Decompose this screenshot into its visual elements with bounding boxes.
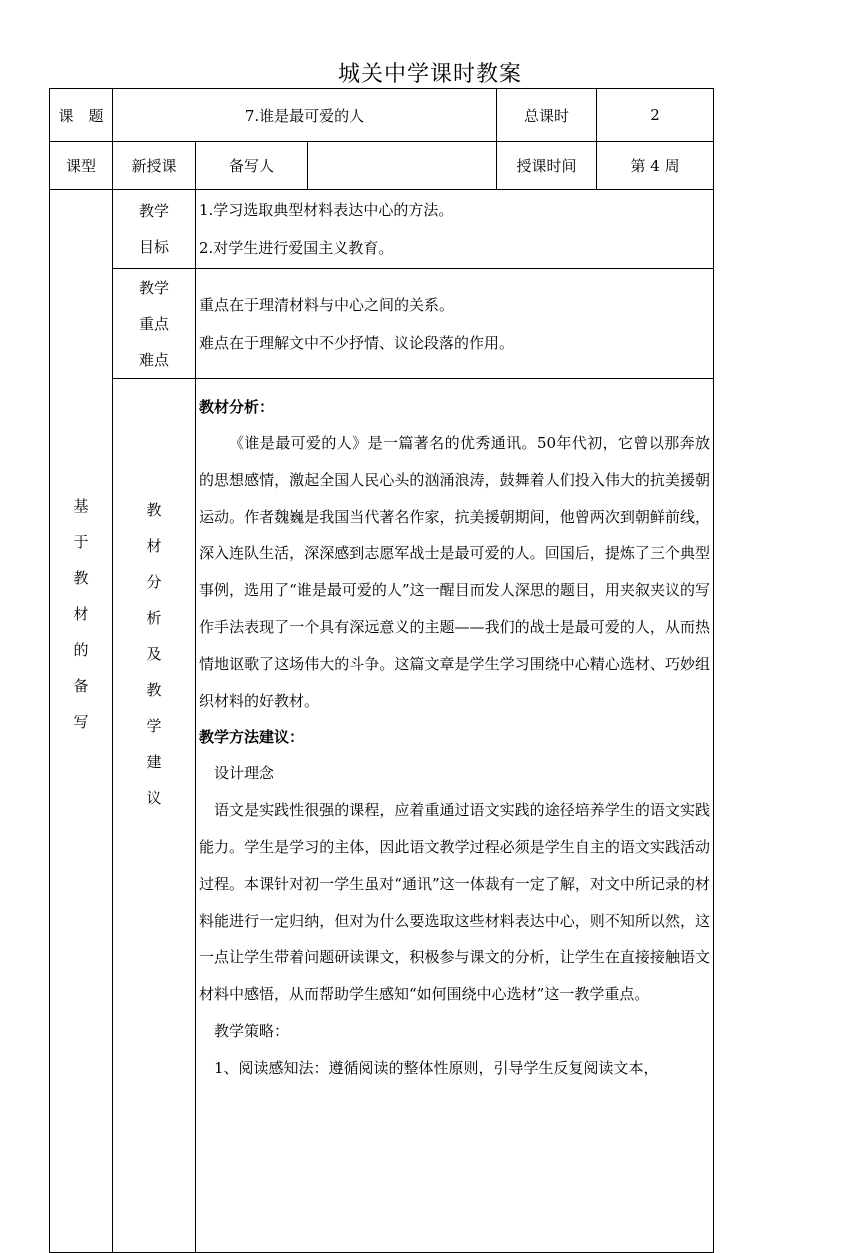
side-label <box>50 190 113 1253</box>
time-label: 授课时间 <box>497 142 597 190</box>
side-label-char: 于 <box>73 533 89 551</box>
lesson-plan-table <box>49 88 714 1253</box>
method-heading: 教学方法建议： <box>199 728 305 747</box>
goal-item: 1.学习选取典型材料表达中心的方法。 <box>199 201 454 219</box>
time-value: 第 4 周 <box>597 142 714 190</box>
key-points-label: 教学 重点 难点 <box>113 269 196 379</box>
topic-label: 课 题 <box>50 89 113 142</box>
type-value: 新授课 <box>113 142 196 190</box>
side-label-char: 的 <box>73 641 89 659</box>
total-hours-label: 总课时 <box>497 89 597 142</box>
design-text: 语文是实践性很强的课程，应着重通过语文实践的途径培养学生的语文实践能力。学生是学习的主体，因此语文教学过程必须是学生自主的语文实践活动过程。本课针对初一学生虽对“通讯”这一体裁有一定了解，对文中所记录的材料能进行一定归纳，但对为什么要选取这些材料表达中心，则不知所以然，这一点让学生带着问题研读课文，积极参与课文的分析，让学生在直接接触语文材料中感悟，从而帮助学生感知“如何围绕中心选材”这一教学重点。 <box>199 801 711 1004</box>
key-points-content <box>196 269 714 379</box>
goals-row <box>50 190 714 269</box>
goals-label: 教学 目标 <box>113 190 196 269</box>
goal-item: 2.对学生进行爱国主义教育。 <box>199 239 394 257</box>
key-points-row <box>50 269 714 379</box>
strategy-item: 1、阅读感知法：遵循阅读的整体性原则，引导学生反复阅读文本， <box>214 1058 659 1077</box>
author-label: 备写人 <box>196 142 308 190</box>
type-label: 课型 <box>50 142 113 190</box>
material-heading: 教材分析： <box>199 398 275 416</box>
design-heading: 设计理念 <box>214 764 275 783</box>
side-label-char: 写 <box>73 713 89 731</box>
analysis-content <box>196 379 714 1253</box>
goals-content <box>196 190 714 269</box>
key-point-item: 难点在于理解文中不少抒情、议论段落的作用。 <box>199 333 515 352</box>
side-label-char: 教 <box>73 569 89 587</box>
material-text: 《谁是最可爱的人》是一篇著名的优秀通讯。50年代初，它曾以那奔放的思想感情，激起全国人民心头的汹涌浪涛，鼓舞着人们投入伟大的抗美援朝运动。作者魏巍是我国当代著名作家，抗美援朝期间，他曾两次到朝鲜前线，深入连队生活，深深感到志愿军战士是最可爱的人。回国后，提炼了三个典型事例，选用了“谁是最可爱的人”这一醒目而发人深思的题目，用夹叙夹议的写作手法表现了一个具有深远意义的主题——我们的战士是最可爱的人，从而热情地讴歌了这场伟大的斗争。这篇文章是学生学习围绕中心精心选材、巧妙组织材料的好教材。 <box>199 434 711 710</box>
side-label-char: 材 <box>73 605 89 623</box>
total-hours-value: 2 <box>597 89 714 142</box>
topic-value: 7.谁是最可爱的人 <box>113 89 497 142</box>
side-label-char: 备 <box>73 677 89 695</box>
author-value <box>308 142 497 190</box>
side-label-char: 基 <box>73 497 89 515</box>
type-row <box>50 142 714 190</box>
page-title: 城关中学课时教案 <box>337 62 522 87</box>
analysis-label: 教 材 分 析 及 教 学 建 议 <box>113 379 196 1253</box>
strategy-heading: 教学策略： <box>214 1021 290 1040</box>
key-point-item: 重点在于理清材料与中心之间的关系。 <box>199 295 455 314</box>
topic-row <box>50 89 714 142</box>
analysis-row <box>50 379 714 1253</box>
